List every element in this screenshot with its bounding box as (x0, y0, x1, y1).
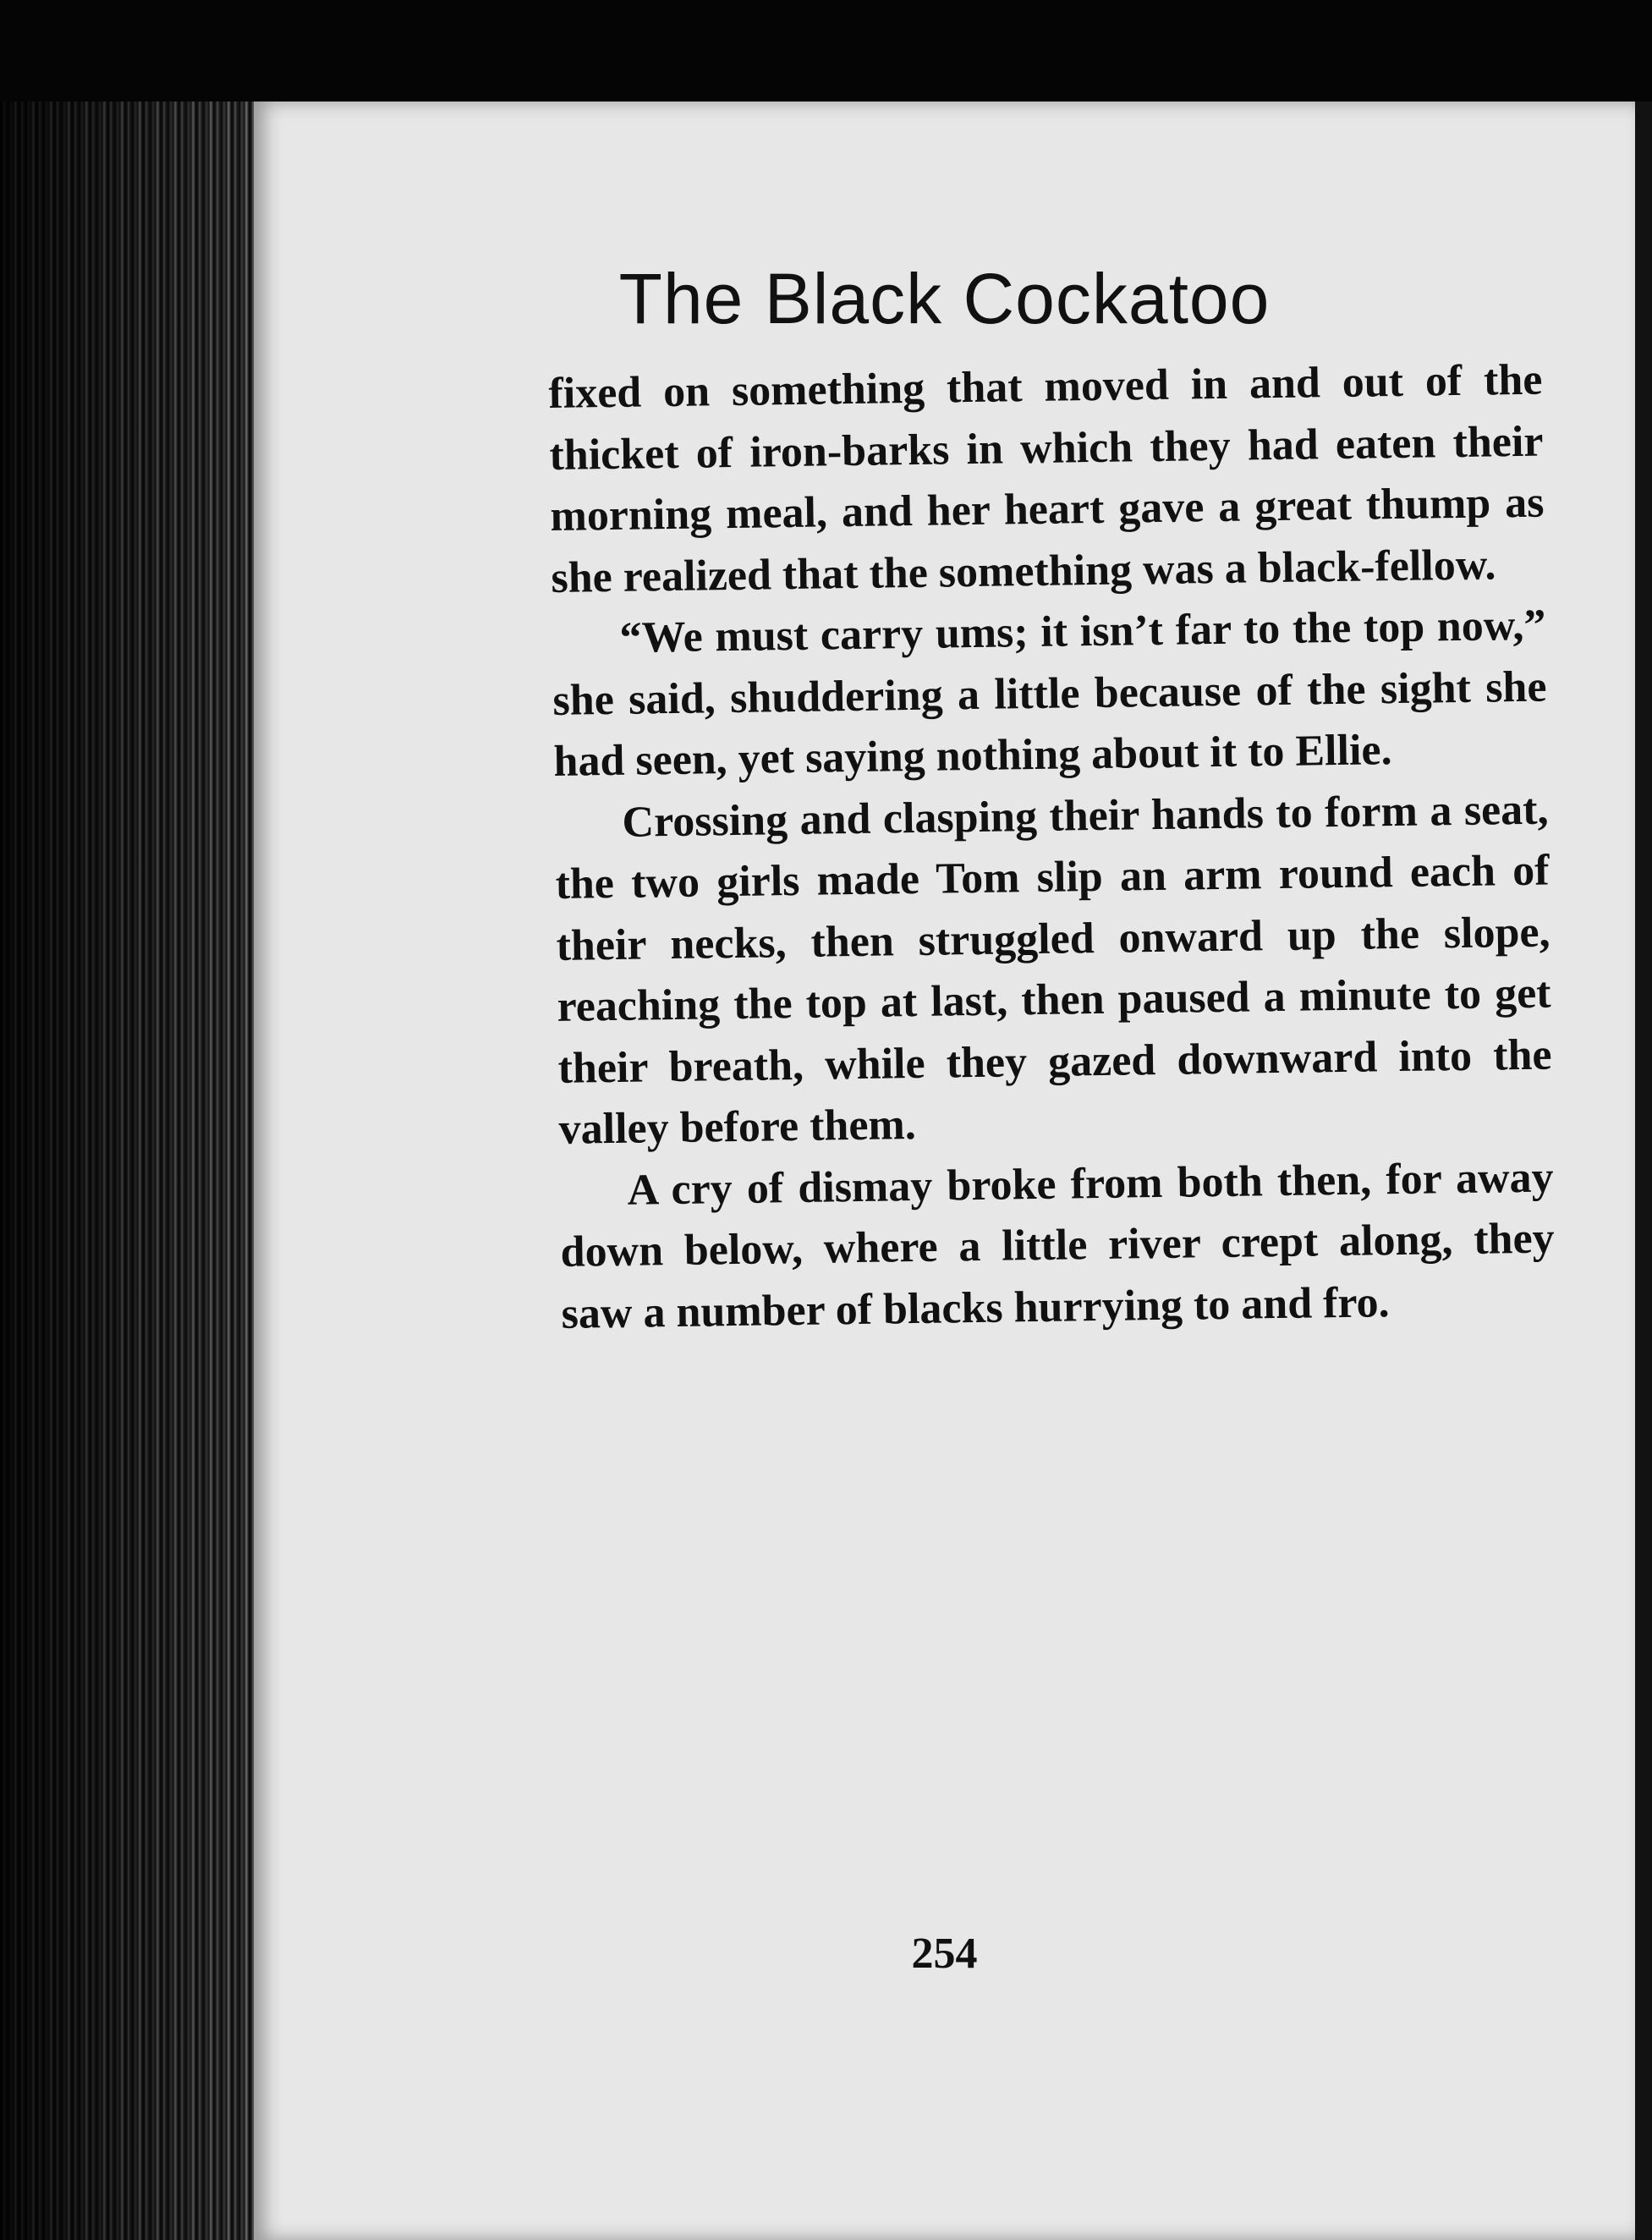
paragraph: Crossing and clasping their hands to form a seat, the two girls made Tom slip an arm round each of their necks, then struggled onward up the slope, reaching the top at last, then paused a minute to get their breath, while they gazed downward into the valley before them. (555, 785, 1552, 1154)
page (254, 102, 1635, 2240)
paragraph: fixed on something that moved in and out of the thicket of iron-barks in which they had eaten their morning meal, and her heart gave a great thump as she realized that the something was a black-fellow. (548, 355, 1545, 602)
scan-right-shadow (1635, 102, 1652, 2240)
scan-top-shadow (0, 0, 1652, 102)
page-number: 254 (911, 1930, 978, 1978)
paragraph: A cry of dismay broke from both then, for away down below, where a little river crept along, they saw a number of blacks hurrying to and fro. (560, 1153, 1555, 1338)
paragraph: “We must carry ums; it isn’t far to the top now,” she said, shuddering a little because of the sight she had seen, yet saying nothing about it to Ellie. (552, 601, 1547, 786)
book-page-edges (0, 102, 254, 2240)
running-head: The Black Cockatoo (618, 259, 1271, 338)
body-text (548, 350, 1556, 1345)
